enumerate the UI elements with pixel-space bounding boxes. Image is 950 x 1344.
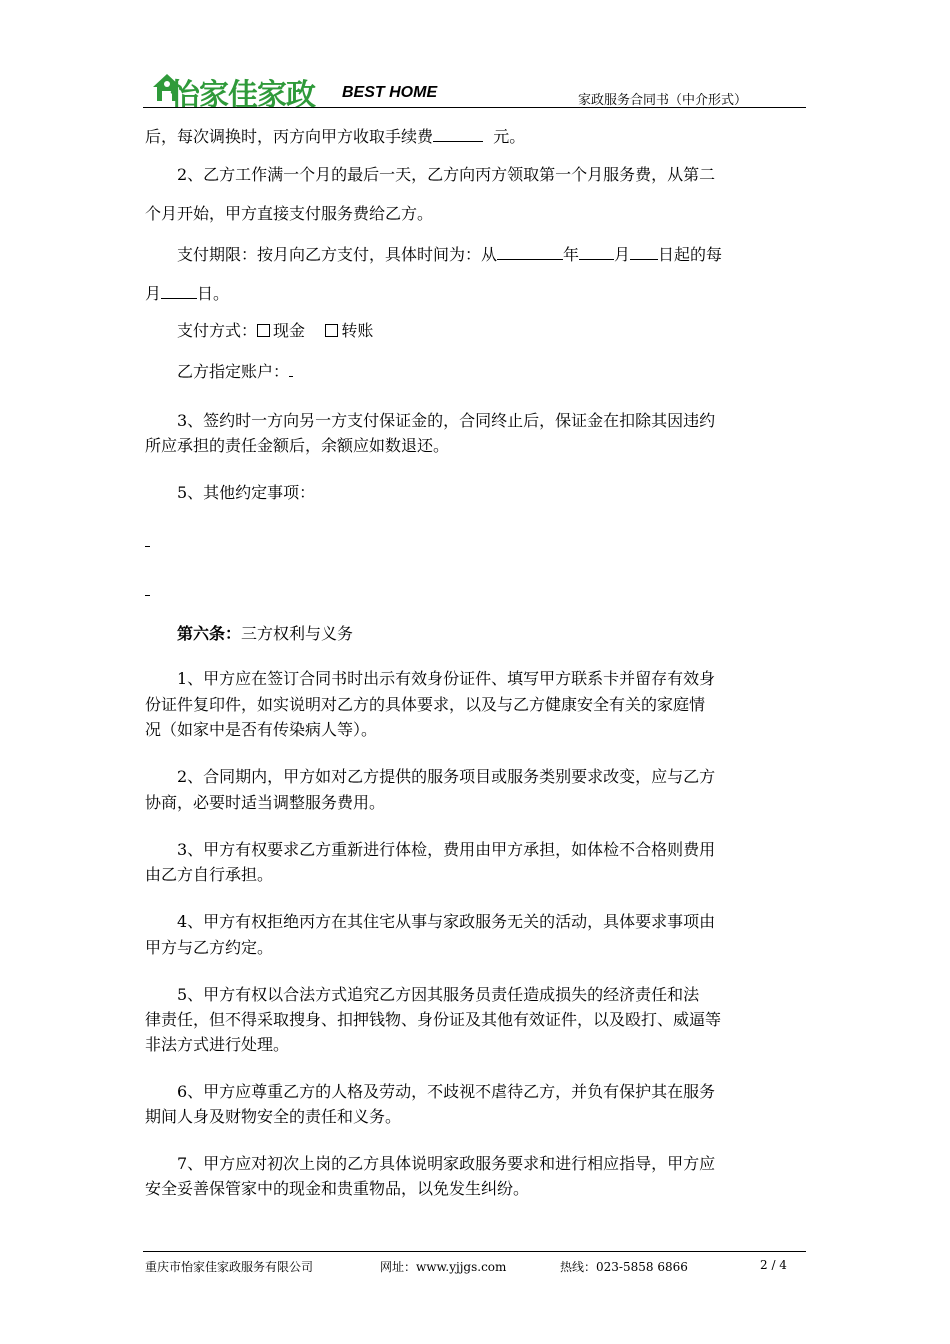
footer-company: 重庆市怡家佳家政服务有限公司: [145, 1260, 314, 1274]
logo-chinese: 怡家佳家政: [170, 78, 315, 113]
checkbox-transfer: [325, 324, 338, 337]
footer-hotline: 热线：023-5858 6866: [560, 1260, 688, 1274]
section-6-heading: 第六条：三方权利与义务: [177, 624, 354, 643]
article-5-line-3: 非法方式进行处理。: [145, 1035, 290, 1054]
article-2-line-1: 2、合同期内，甲方如对乙方提供的服务项目或服务类别要求改变，应与乙方: [177, 767, 716, 786]
checkbox-cash: [257, 324, 270, 337]
month-blank: [579, 243, 614, 260]
article-3-line-2: 由乙方自行承担。: [145, 865, 274, 884]
footer-divider: [143, 1251, 806, 1252]
footer-website: 网址：www.yjjgs.com: [380, 1260, 507, 1274]
payment-period-cont: 月 日。: [145, 284, 230, 303]
year-blank: [497, 243, 563, 260]
clause-5: 5、其他约定事项：: [177, 483, 316, 502]
payment-period: 支付期限：按月向乙方支付，具体时间为：从 年 月 日起的每: [177, 245, 723, 264]
body-line: 后，每次调换时，丙方向甲方收取手续费 元。: [145, 127, 526, 146]
clause-2-line-1: 2、乙方工作满一个月的最后一天，乙方向丙方领取第一个月服务费，从第二: [177, 165, 716, 184]
logo-english: BEST HOME: [342, 84, 438, 101]
fee-blank: [433, 125, 483, 142]
document-title: 家政服务合同书（中介形式）: [578, 93, 748, 108]
article-6-line-1: 6、甲方应尊重乙方的人格及劳动，不歧视不虐待乙方，并负有保护其在服务: [177, 1082, 716, 1101]
blank-line-mark: [145, 546, 150, 547]
header-divider: [143, 107, 806, 108]
article-4-line-1: 4、甲方有权拒绝丙方在其住宅从事与家政服务无关的活动，具体要求事项由: [177, 912, 716, 931]
article-5-line-2: 律责任，但不得采取搜身、扣押钱物、身份证及其他有效证件，以及殴打、威逼等: [145, 1010, 722, 1029]
article-1-line-3: 况（如家中是否有传染病人等）。: [145, 720, 378, 739]
clause-3-line-2: 所应承担的责任金额后，余额应如数退还。: [145, 436, 450, 455]
article-7-line-1: 7、甲方应对初次上岗的乙方具体说明家政服务要求和进行相应指导，甲方应: [177, 1154, 716, 1173]
article-5-line-1: 5、甲方有权以合法方式追究乙方因其服务员责任造成损失的经济责任和法: [177, 985, 700, 1004]
article-1-line-2: 份证件复印件，如实说明对乙方的具体要求，以及与乙方健康安全有关的家庭情: [145, 695, 706, 714]
article-2-line-2: 协商，必要时适当调整服务费用。: [145, 793, 386, 812]
footer-page-number: 2 / 4: [760, 1258, 787, 1272]
account-blank: [289, 360, 293, 377]
article-6-line-2: 期间人身及财物安全的责任和义务。: [145, 1107, 402, 1126]
day-blank: [630, 243, 658, 260]
article-3-line-1: 3、甲方有权要求乙方重新进行体检，费用由甲方承担，如体检不合格则费用: [177, 840, 716, 859]
account-line: 乙方指定账户：: [177, 360, 293, 382]
clause-2-line-2: 个月开始，甲方直接支付服务费给乙方。: [145, 204, 434, 223]
article-1-line-1: 1、甲方应在签订合同书时出示有效身份证件、填写甲方联系卡并留存有效身: [177, 669, 716, 688]
article-4-line-2: 甲方与乙方约定。: [145, 938, 274, 957]
blank-line-mark: [145, 595, 150, 596]
article-7-line-2: 安全妥善保管家中的现金和贵重物品，以免发生纠纷。: [145, 1179, 530, 1198]
clause-3-line-1: 3、签约时一方向另一方支付保证金的，合同终止后，保证金在扣除其因违约: [177, 411, 716, 430]
payment-method: 支付方式： 现金 转账: [177, 321, 374, 340]
logo: [150, 68, 450, 113]
monthly-day-blank: [161, 282, 197, 299]
